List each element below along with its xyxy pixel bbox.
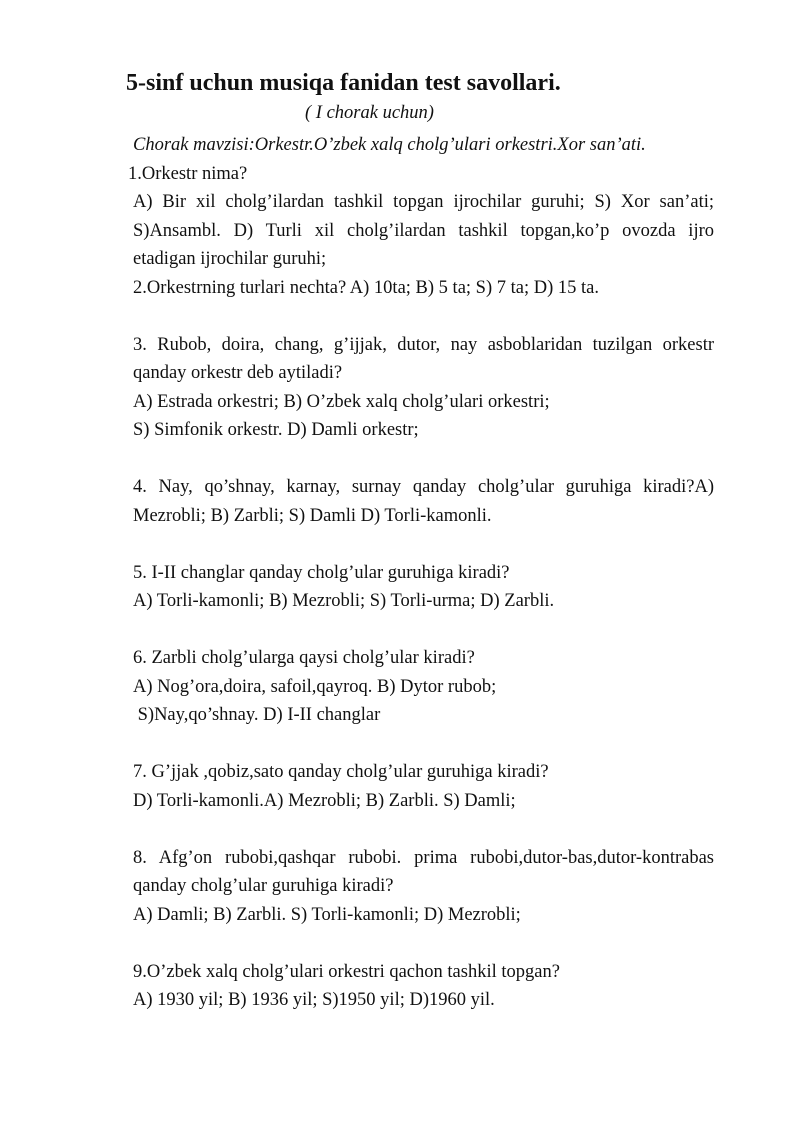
- spacer: [133, 530, 714, 559]
- spacer: [133, 302, 714, 331]
- question-6-text: 6. Zarbli cholg’ularga qaysi cholg’ular kiradi?: [133, 648, 475, 668]
- spacer: [133, 815, 714, 844]
- question-6-answers-line-2: S)Nay,qo’shnay. D) I-II changlar: [133, 705, 381, 725]
- question-3-text: 3. Rubob, doira, chang, g’ijjak, dutor, nay asboblaridan tuzilgan orkestr qanday orkestr deb aytiladi?: [133, 334, 714, 383]
- question-9-text: 9.O’zbek xalq cholg’ulari orkestri qachon tashkil topgan?: [133, 961, 560, 982]
- spacer: [133, 730, 714, 759]
- topic-line: Chorak mavzisi:Orkestr.O’zbek xalq cholg’ulari orkestri.Xor san’ati.: [133, 135, 646, 155]
- question-7-answers: D) Torli-kamonli.A) Mezrobli; B) Zarbli. S) Damli;: [133, 790, 516, 811]
- question-9-answers: A) 1930 yil; B) 1936 yil; S)1950 yil; D)1960 yil.: [133, 990, 495, 1010]
- question-8-text: 8. Afg’on rubobi,qashqar rubobi. prima rubobi,dutor-bas,dutor-kontrabas qanday cholg’ular guruhiga kiradi?: [133, 847, 714, 896]
- document-subtitle: ( I chorak uchun): [305, 103, 434, 123]
- question-1-text: 1.Orkestr nima?: [128, 163, 248, 184]
- question-3-answers-line-2: S) Simfonik orkestr. D) Damli orkestr;: [133, 420, 419, 440]
- question-4-text: 4. Nay, qo’shnay, karnay, surnay qanday cholg’ular guruhiga kiradi?A) Mezrobli; B) Zarbli; S) Damli D) Torli-kamonli.: [133, 477, 714, 526]
- question-2-text: 2.Orkestrning turlari nechta? A) 10ta; B) 5 ta; S) 7 ta; D) 15 ta.: [133, 277, 599, 298]
- spacer: [133, 929, 714, 958]
- question-8-answers: A) Damli; B) Zarbli. S) Torli-kamonli; D) Mezrobli;: [133, 904, 521, 925]
- question-7-text: 7. G’jjak ,qobiz,sato qanday cholg’ular guruhiga kiradi?: [133, 762, 549, 782]
- spacer: [133, 616, 714, 645]
- question-3-answers-line-1: A) Estrada orkestri; B) O’zbek xalq cholg’ulari orkestri;: [133, 391, 550, 412]
- question-5-text: 5. I-II changlar qanday cholg’ular guruhiga kiradi?: [133, 562, 510, 583]
- question-6-answers-line-1: A) Nog’ora,doira, safoil,qayroq. B) Dytor rubob;: [133, 676, 497, 697]
- document-body: [128, 131, 714, 1015]
- question-1-answers: A) Bir xil cholg’ilardan tashkil topgan ijrochilar guruhi; S) Xor san’ati; S)Ansambl. D) Turli xil cholg’ilardan tashkil topgan,ko’p ovozda ijro etadigan ijrochilar guruhi;: [133, 192, 714, 269]
- document-title: 5-sinf uchun musiqa fanidan test savollari.: [126, 70, 561, 96]
- spacer: [133, 445, 714, 474]
- question-5-answers: A) Torli-kamonli; B) Mezrobli; S) Torli-urma; D) Zarbli.: [133, 591, 555, 611]
